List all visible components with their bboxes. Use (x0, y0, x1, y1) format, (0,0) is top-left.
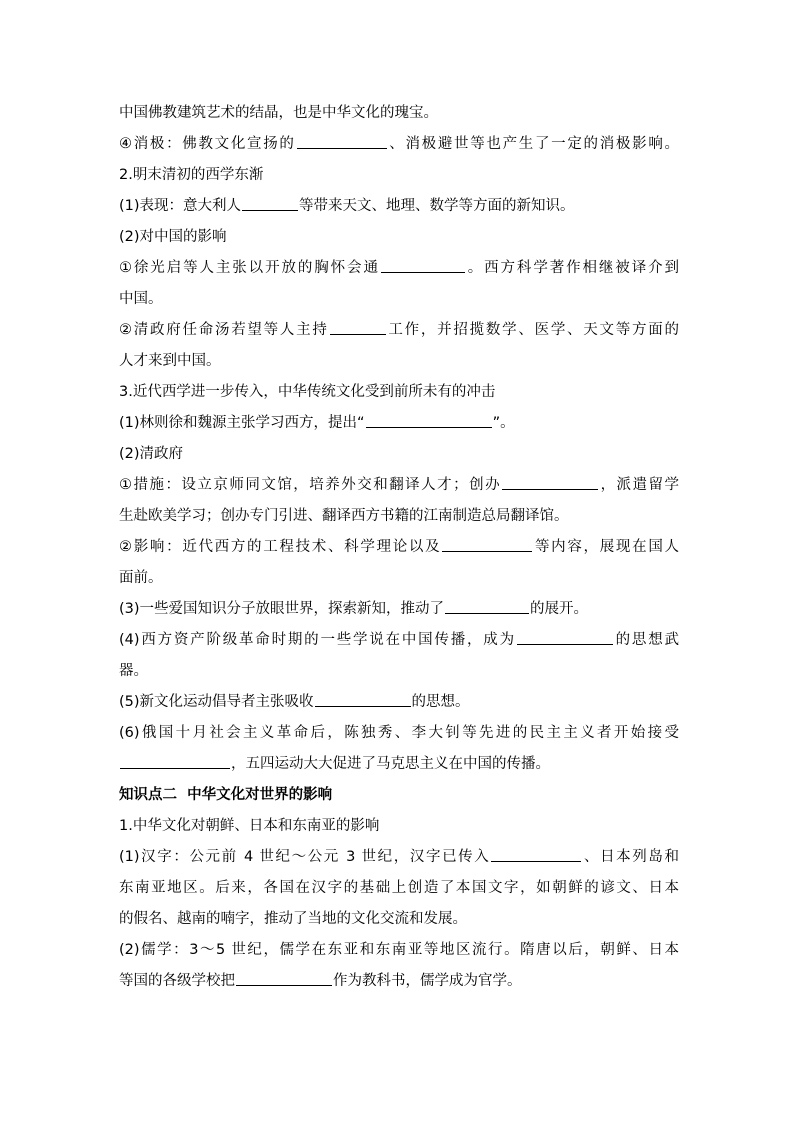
fill-in-blank[interactable] (445, 600, 529, 614)
text-segment: 1.中华文化对朝鲜、日本和东南亚的影响 (119, 818, 380, 834)
fill-in-blank[interactable] (502, 476, 598, 490)
text-line (119, 532, 679, 563)
text-segment: 等带来天文、地理、数学等方面的新知识。 (299, 198, 575, 214)
fill-in-blank[interactable] (330, 321, 386, 335)
fill-in-blank[interactable] (442, 538, 532, 552)
text-segment: 面前。 (119, 570, 163, 586)
text-line (119, 408, 679, 439)
text-segment: 等内容，展现在国人 (533, 539, 679, 555)
text-segment: ②影响：近代西方的工程技术、科学理论以及 (119, 539, 442, 555)
text-line (119, 842, 679, 873)
fill-in-blank[interactable] (297, 135, 387, 149)
text-segment: (1)林则徐和魏源主张学习西方，提出“ (119, 415, 365, 431)
text-line (119, 904, 679, 935)
fill-in-blank[interactable] (236, 972, 332, 986)
text-segment: (2)对中国的影响 (119, 229, 227, 245)
text-line (119, 284, 679, 315)
text-line (119, 935, 679, 966)
document-body (119, 98, 679, 997)
text-segment: 的思想。 (411, 694, 470, 710)
text-segment: 2.明末清初的西学东渐 (119, 167, 264, 183)
text-segment: 的假名、越南的喃字，推动了当地的文化交流和发展。 (119, 911, 467, 927)
text-segment: 工作，并招揽数学、医学、天文等方面的 (386, 322, 679, 338)
text-line (119, 563, 679, 594)
text-line (119, 160, 679, 191)
text-segment: 。西方科学著作相继被译介到 (465, 260, 679, 276)
text-line (119, 191, 679, 222)
text-segment: (4)西方资产阶级革命时期的一些学说在中国传播，成为 (119, 632, 516, 648)
text-segment: ①徐光启等人主张以开放的胸怀会通 (119, 260, 380, 276)
text-line (119, 687, 679, 718)
text-line (119, 501, 679, 532)
text-segment: 的展开。 (530, 601, 589, 617)
fill-in-blank[interactable] (120, 755, 230, 769)
fill-in-blank[interactable] (366, 414, 492, 428)
text-segment: (3)一些爱国知识分子放眼世界，探索新知，推动了 (119, 601, 445, 617)
text-line (119, 253, 679, 284)
text-line (119, 129, 679, 160)
section-heading (119, 780, 679, 811)
fill-in-blank[interactable] (381, 259, 465, 273)
text-line (119, 98, 679, 129)
fill-in-blank[interactable] (242, 197, 298, 211)
text-line (119, 873, 679, 904)
text-segment: 中国。 (119, 291, 163, 307)
text-line (119, 346, 679, 377)
text-line (119, 749, 679, 780)
text-segment: (1)汉字：公元前 4 世纪～公元 3 世纪，汉字已传入 (119, 849, 491, 865)
fill-in-blank[interactable] (517, 631, 613, 645)
text-segment: ②清政府任命汤若望等人主持 (119, 322, 329, 338)
text-line (119, 966, 679, 997)
text-segment: 器。 (119, 663, 148, 679)
text-segment: ”。 (492, 415, 515, 431)
text-line (119, 625, 679, 656)
fill-in-blank[interactable] (491, 848, 581, 862)
text-line (119, 470, 679, 501)
text-line (119, 718, 679, 749)
text-line (119, 377, 679, 408)
text-segment: 3.近代西学进一步传入，中华传统文化受到前所未有的冲击 (119, 384, 496, 400)
text-segment: ，五四运动大大促进了马克思主义在中国的传播。 (231, 756, 550, 772)
text-line (119, 315, 679, 346)
text-segment: 中国佛教建筑艺术的结晶，也是中华文化的瑰宝。 (119, 105, 438, 121)
text-line (119, 222, 679, 253)
text-segment: ，派遣留学 (599, 477, 679, 493)
text-line (119, 439, 679, 470)
text-segment: ④消极：佛教文化宣扬的 (119, 136, 296, 152)
text-segment: (1)表现：意大利人 (119, 198, 242, 214)
text-line (119, 656, 679, 687)
text-segment: 作为教科书，儒学成为官学。 (333, 973, 522, 989)
fill-in-blank[interactable] (315, 693, 411, 707)
text-segment: (6)俄国十月社会主义革命后，陈独秀、李大钊等先进的民主主义者开始接受 (119, 725, 679, 741)
text-segment: 等国的各级学校把 (119, 973, 235, 989)
text-segment: 人才来到中国。 (119, 353, 221, 369)
text-segment: 生赴欧美学习；创办专门引进、翻译西方书籍的江南制造总局翻译馆。 (119, 508, 569, 524)
text-segment: (2)清政府 (119, 446, 184, 462)
text-segment: 、日本列岛和 (582, 849, 679, 865)
text-line (119, 811, 679, 842)
text-line (119, 594, 679, 625)
text-segment: 的思想武 (613, 632, 679, 648)
text-segment: 东南亚地区。后来，各国在汉字的基础上创造了本国文字，如朝鲜的谚文、日本 (119, 880, 679, 896)
text-segment: (5)新文化运动倡导者主张吸收 (119, 694, 314, 710)
text-segment: ①措施：设立京师同文馆，培养外交和翻译人才；创办 (119, 477, 502, 493)
text-segment: 知识点二 中华文化对世界的影响 (119, 787, 333, 803)
text-segment: (2)儒学：3～5 世纪，儒学在东亚和东南亚等地区流行。隋唐以后，朝鲜、日本 (119, 942, 679, 958)
text-segment: 、消极避世等也产生了一定的消极影响。 (387, 136, 679, 152)
